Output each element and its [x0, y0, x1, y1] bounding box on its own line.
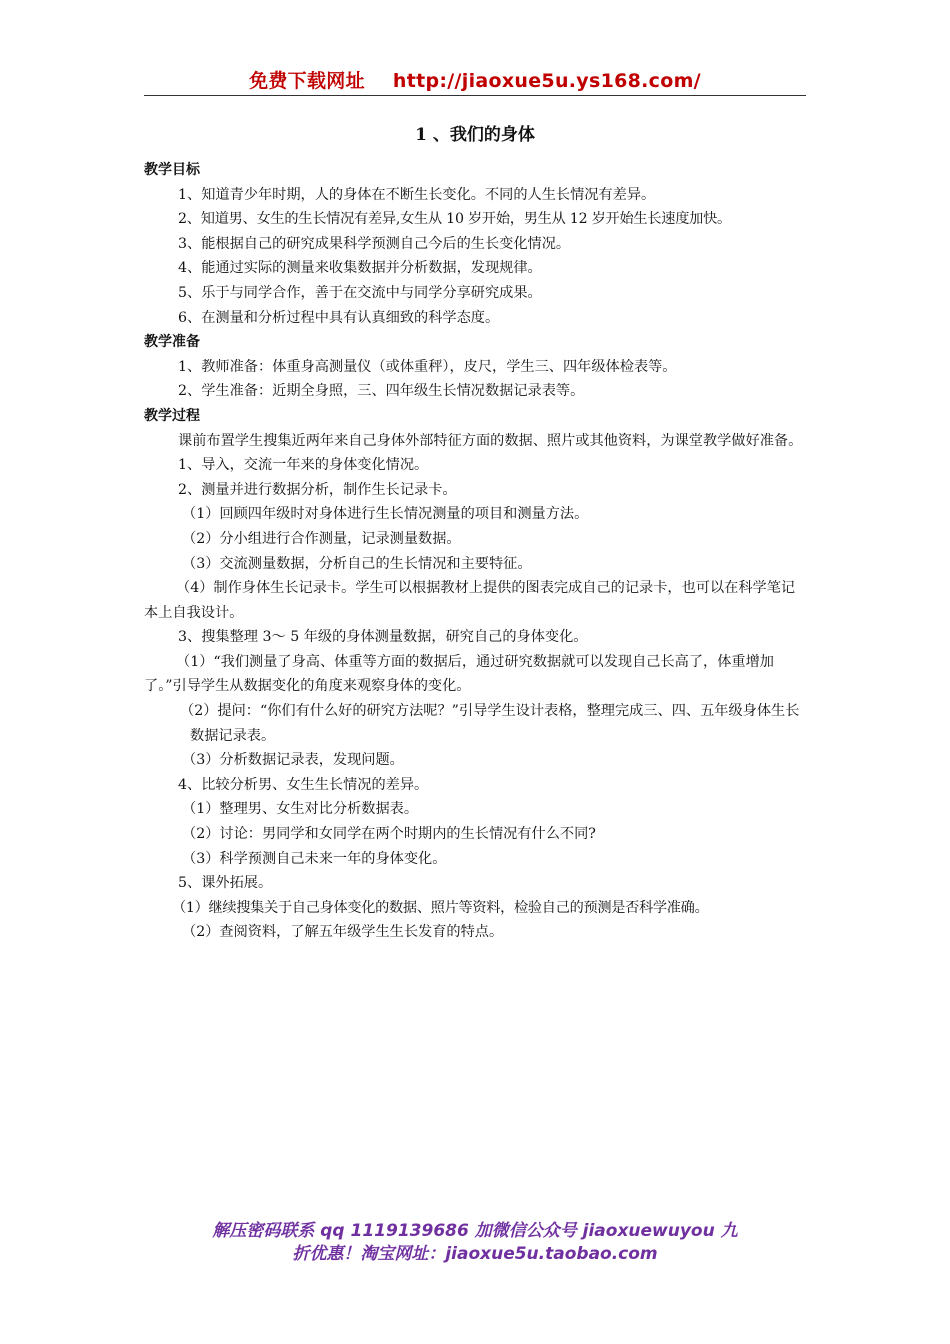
process-substep: （3）科学预测自己未来一年的身体变化。: [182, 850, 447, 867]
process-substep: （1）整理男、女生对比分析数据表。: [182, 801, 419, 818]
process-intro: 课前布置学生搜集近两年来自己身体外部特征方面的数据、照片或其他资料，为课堂教学做好准备。: [178, 432, 803, 449]
goal-item: 2、知道男、女生的生长情况有差异,女生从 10 岁开始，男生从 12 岁开始生长速度加快。: [178, 211, 731, 228]
process-substep: （1）回顾四年级时对身体进行生长情况测量的项目和测量方法。: [182, 506, 589, 523]
process-substep: （2）讨论：男同学和女同学在两个时期内的生长情况有什么不同?: [182, 826, 596, 843]
prep-item: 2、学生准备：近期全身照，三、四年级生长情况数据记录表等。: [178, 383, 585, 400]
footer-contact-notice: [144, 1220, 806, 1266]
header-site-url-link[interactable]: http://jiaoxue5u.ys168.com/: [392, 70, 701, 92]
process-substep: （3）分析数据记录表，发现问题。: [182, 752, 404, 769]
goal-item: 6、在测量和分析过程中具有认真细致的科学态度。: [178, 309, 500, 326]
footer-line: 折优惠！淘宝网址：jiaoxue5u.taobao.com: [292, 1244, 658, 1264]
document-body: [144, 158, 806, 945]
page-title: 1 、我们的身体: [415, 125, 535, 145]
process-substep: （3）交流测量数据，分析自己的生长情况和主要特征。: [182, 555, 532, 572]
goal-item: 3、能根据自己的研究成果科学预测自己今后的生长变化情况。: [178, 235, 571, 252]
goal-item: 1、知道青少年时期，人的身体在不断生长变化。不同的人生长情况有差异。: [178, 186, 656, 203]
process-step: 1、导入，交流一年来的身体变化情况。: [178, 457, 429, 474]
process-substep: （2）查阅资料，了解五年级学生生长发育的特点。: [182, 924, 504, 941]
goal-item: 4、能通过实际的测量来收集数据并分析数据，发现规律。: [178, 260, 542, 277]
process-step: 2、测量并进行数据分析，制作生长记录卡。: [178, 481, 457, 498]
process-substep: （2）提问：“你们有什么好的研究方法呢？”引导学生设计表格，整理完成三、四、五年级身体生长数据记录表。: [180, 703, 800, 744]
process-substep: （2）分小组进行合作测量，记录测量数据。: [182, 530, 461, 547]
section-heading-prep: 教学准备: [144, 334, 200, 351]
header-site-label: 免费下载网址: [249, 70, 365, 92]
header-download-banner: [144, 66, 806, 93]
prep-item: 1、教师准备：体重身高测量仪（或体重秤），皮尺，学生三、四年级体检表等。: [178, 358, 677, 375]
header-divider: [144, 95, 806, 96]
section-heading-process: 教学过程: [144, 407, 200, 424]
process-step: 3、搜集整理 3～ 5 年级的身体测量数据，研究自己的身体变化。: [178, 629, 588, 646]
process-step: 4、比较分析男、女生生长情况的差异。: [178, 776, 429, 793]
process-step: 5、课外拓展。: [178, 875, 273, 892]
process-substep: （4）制作身体生长记录卡。学生可以根据教材上提供的图表完成自己的记录卡，也可以在科学笔记本上自我设计。: [144, 580, 796, 621]
section-heading-goals: 教学目标: [144, 162, 200, 178]
footer-line: 解压密码联系 qq 1119139686 加微信公众号 jiaoxuewuyou 九: [212, 1221, 738, 1241]
process-substep: （1）“我们测量了身高、体重等方面的数据后，通过研究数据就可以发现自己长高了，体重增加了。”引导学生从数据变化的角度来观察身体的变化。: [144, 653, 774, 695]
goal-item: 5、乐于与同学合作，善于在交流中与同学分享研究成果。: [178, 284, 542, 301]
process-substep: （1）继续搜集关于自己身体变化的数据、照片等资料，检验自己的预测是否科学准确。: [172, 899, 709, 916]
